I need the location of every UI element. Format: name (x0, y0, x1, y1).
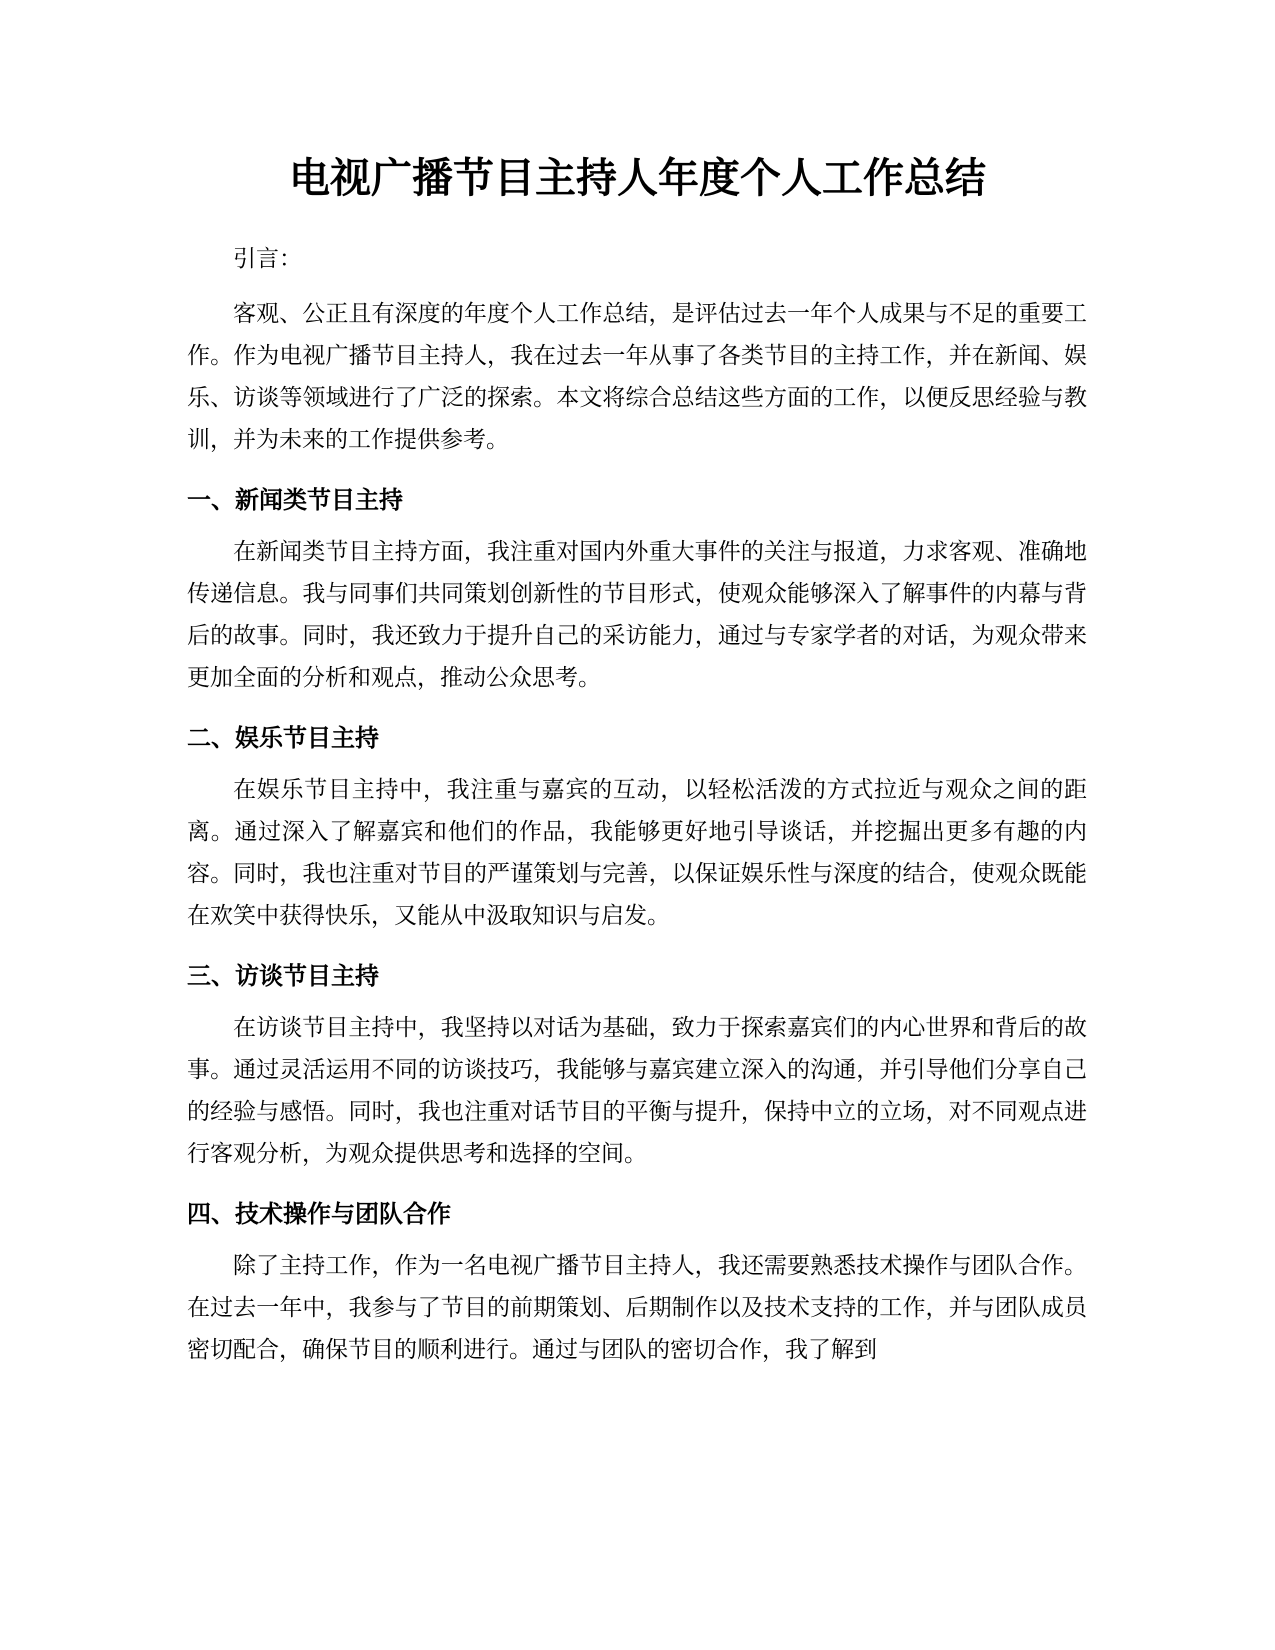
intro-label: 引言： (233, 246, 302, 272)
section-paragraph: 在访谈节目主持中，我坚持以对话为基础，致力于探索嘉宾们的内心世界和背后的故事。通过灵活运用不同的访谈技巧，我能够与嘉宾建立深入的沟通，并引导他们分享自己的经验与感悟。同时，我也注重对话节目的平衡与提升，保持中立的立场，对不同观点进行客观分析，为观众提供思考和选择的空间。 (187, 1015, 1087, 1167)
section-entertainment-hosting (187, 717, 1087, 937)
section-heading: 三、访谈节目主持 (187, 962, 379, 990)
intro-paragraph: 客观、公正且有深度的年度个人工作总结，是评估过去一年个人成果与不足的重要工作。作为电视广播节目主持人，我在过去一年从事了各类节目的主持工作，并在新闻、娱乐、访谈等领域进行了广泛的探索。本文将综合总结这些方面的工作，以便反思经验与教训，并为未来的工作提供参考。 (187, 301, 1087, 453)
section-heading: 一、新闻类节目主持 (187, 486, 403, 514)
section-paragraph: 在新闻类节目主持方面，我注重对国内外重大事件的关注与报道，力求客观、准确地传递信息。我与同事们共同策划创新性的节目形式，使观众能够深入了解事件的内幕与背后的故事。同时，我还致力于提升自己的采访能力，通过与专家学者的对话，为观众带来更加全面的分析和观点，推动公众思考。 (187, 539, 1087, 691)
section-interview-hosting (187, 955, 1087, 1175)
section-paragraph: 除了主持工作，作为一名电视广播节目主持人，我还需要熟悉技术操作与团队合作。在过去一年中，我参与了节目的前期策划、后期制作以及技术支持的工作，并与团队成员密切配合，确保节目的顺利进行。通过与团队的密切合作，我了解到 (187, 1253, 1087, 1363)
section-heading: 四、技术操作与团队合作 (187, 1200, 451, 1228)
document-body (187, 238, 1087, 1371)
section-paragraph: 在娱乐节目主持中，我注重与嘉宾的互动，以轻松活泼的方式拉近与观众之间的距离。通过深入了解嘉宾和他们的作品，我能够更好地引导谈话，并挖掘出更多有趣的内容。同时，我也注重对节目的严谨策划与完善，以保证娱乐性与深度的结合，使观众既能在欢笑中获得快乐，又能从中汲取知识与启发。 (187, 777, 1087, 929)
section-heading: 二、娱乐节目主持 (187, 724, 379, 752)
section-technical-teamwork (187, 1193, 1087, 1371)
document-title: 电视广播节目主持人年度个人工作总结 (289, 154, 986, 202)
section-news-hosting (187, 479, 1087, 699)
